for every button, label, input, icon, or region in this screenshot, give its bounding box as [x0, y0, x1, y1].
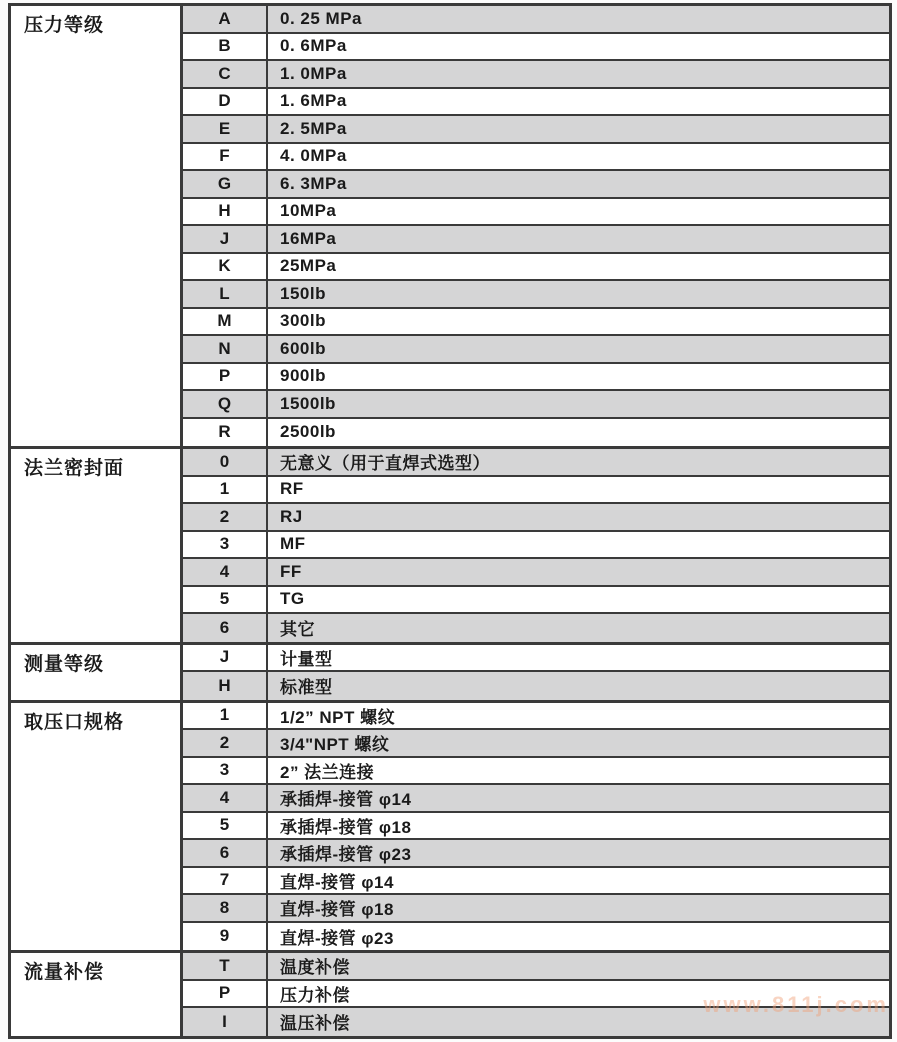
description-cell: 0. 6MPa	[280, 36, 347, 56]
section-rows	[183, 449, 889, 642]
code-cell: 2	[183, 504, 268, 530]
code-cell: 1	[183, 703, 268, 729]
description-cell: MF	[280, 534, 306, 554]
code-cell: P	[183, 364, 268, 390]
table-row	[183, 336, 889, 364]
table-row	[183, 89, 889, 117]
table-row	[183, 364, 889, 392]
code-cell: A	[183, 6, 268, 32]
table-row	[183, 391, 889, 419]
table-section	[11, 950, 889, 1036]
model-selection-table	[8, 3, 892, 1039]
description-cell: 1. 6MPa	[280, 91, 347, 111]
code-cell: M	[183, 309, 268, 335]
description-cell: 1500lb	[280, 393, 336, 413]
description-cell: 承插焊-接管 φ18	[280, 817, 412, 837]
description-cell: 600lb	[280, 338, 326, 358]
description-cell: 10MPa	[280, 201, 337, 221]
description-cell: 0. 25 MPa	[280, 8, 362, 28]
description-cell: 承插焊-接管 φ14	[280, 790, 412, 810]
table-row	[183, 953, 889, 981]
description-cell: 3/4"NPT 螺纹	[280, 735, 390, 755]
code-cell: H	[183, 199, 268, 225]
category-label: 法兰密封面	[11, 449, 183, 642]
description-cell: 承插焊-接管 φ23	[280, 845, 412, 865]
table-row	[183, 144, 889, 172]
table-row	[183, 758, 889, 786]
watermark-text: www.811j.com	[703, 992, 889, 1017]
description-cell: 压力补偿	[280, 985, 350, 1005]
table-row	[183, 281, 889, 309]
code-cell: 9	[183, 923, 268, 951]
description-cell: 2. 5MPa	[280, 118, 347, 138]
description-cell: 2500lb	[280, 422, 336, 442]
table-row	[183, 559, 889, 587]
table-row	[183, 171, 889, 199]
code-cell: 5	[183, 813, 268, 839]
code-cell: J	[183, 645, 268, 671]
table-section	[11, 6, 889, 446]
table-row	[183, 199, 889, 227]
category-label: 测量等级	[11, 645, 183, 700]
code-cell: J	[183, 226, 268, 252]
table-row	[183, 1008, 889, 1036]
table-section	[11, 446, 889, 642]
description-cell: 150lb	[280, 283, 326, 303]
table-row	[183, 532, 889, 560]
table-row	[183, 785, 889, 813]
description-cell: 2” 法兰连接	[280, 762, 375, 782]
table-row	[183, 587, 889, 615]
table-row	[183, 504, 889, 532]
section-rows	[183, 6, 889, 446]
description-cell: 直焊-接管 φ18	[280, 900, 394, 920]
code-cell: L	[183, 281, 268, 307]
code-cell: 4	[183, 559, 268, 585]
code-cell: 0	[183, 449, 268, 475]
code-cell: G	[183, 171, 268, 197]
description-cell: 1/2” NPT 螺纹	[280, 707, 396, 727]
code-cell: T	[183, 953, 268, 979]
description-cell: 300lb	[280, 311, 326, 331]
section-rows	[183, 953, 889, 1036]
description-cell: RF	[280, 479, 304, 499]
table-row	[183, 730, 889, 758]
description-cell: 25MPa	[280, 256, 337, 276]
table-row	[183, 6, 889, 34]
table-row	[183, 309, 889, 337]
code-cell: 4	[183, 785, 268, 811]
description-cell: 计量型	[280, 649, 333, 669]
category-label: 取压口规格	[11, 703, 183, 951]
code-cell: 2	[183, 730, 268, 756]
code-cell: B	[183, 34, 268, 60]
description-cell: 温度补偿	[280, 958, 350, 978]
description-cell: 直焊-接管 φ14	[280, 872, 394, 892]
table-row	[183, 703, 889, 731]
code-cell: F	[183, 144, 268, 170]
code-cell: C	[183, 61, 268, 87]
code-cell: Q	[183, 391, 268, 417]
description-cell: 16MPa	[280, 228, 337, 248]
table-row	[183, 254, 889, 282]
code-cell: 7	[183, 868, 268, 894]
table-row	[183, 449, 889, 477]
section-rows	[183, 645, 889, 700]
code-cell: R	[183, 419, 268, 447]
table-row	[183, 116, 889, 144]
description-cell: 直焊-接管 φ23	[280, 928, 394, 948]
table-row	[183, 61, 889, 89]
table-section	[11, 700, 889, 951]
code-cell: D	[183, 89, 268, 115]
table-section	[11, 642, 889, 700]
code-cell: N	[183, 336, 268, 362]
description-cell: FF	[280, 561, 302, 581]
category-label: 流量补偿	[11, 953, 183, 1036]
table-row	[183, 840, 889, 868]
table-row	[183, 813, 889, 841]
table-row	[183, 477, 889, 505]
description-cell: 1. 0MPa	[280, 63, 347, 83]
description-cell: TG	[280, 589, 305, 609]
description-cell: 6. 3MPa	[280, 173, 347, 193]
table-row	[183, 672, 889, 700]
code-cell: 1	[183, 477, 268, 503]
description-cell: 900lb	[280, 366, 326, 386]
code-cell: E	[183, 116, 268, 142]
description-cell: RJ	[280, 506, 303, 526]
description-cell: 4. 0MPa	[280, 146, 347, 166]
table-row	[183, 419, 889, 447]
code-cell: 3	[183, 758, 268, 784]
description-cell: 温压补偿	[280, 1014, 350, 1034]
description-cell: 无意义（用于直焊式选型）	[280, 454, 490, 474]
description-cell: 标准型	[280, 678, 333, 698]
table-row	[183, 34, 889, 62]
code-cell: K	[183, 254, 268, 280]
table-row	[183, 923, 889, 951]
code-cell: 6	[183, 840, 268, 866]
code-cell: 5	[183, 587, 268, 613]
code-cell: 3	[183, 532, 268, 558]
table-row	[183, 981, 889, 1009]
code-cell: P	[183, 981, 268, 1007]
category-label: 压力等级	[11, 6, 183, 446]
code-cell: H	[183, 672, 268, 700]
table-row	[183, 895, 889, 923]
table-row	[183, 645, 889, 673]
code-cell: I	[183, 1008, 268, 1036]
table-row	[183, 226, 889, 254]
table-row	[183, 614, 889, 642]
description-cell: 其它	[280, 620, 315, 640]
code-cell: 6	[183, 614, 268, 642]
section-rows	[183, 703, 889, 951]
table-row	[183, 868, 889, 896]
code-cell: 8	[183, 895, 268, 921]
